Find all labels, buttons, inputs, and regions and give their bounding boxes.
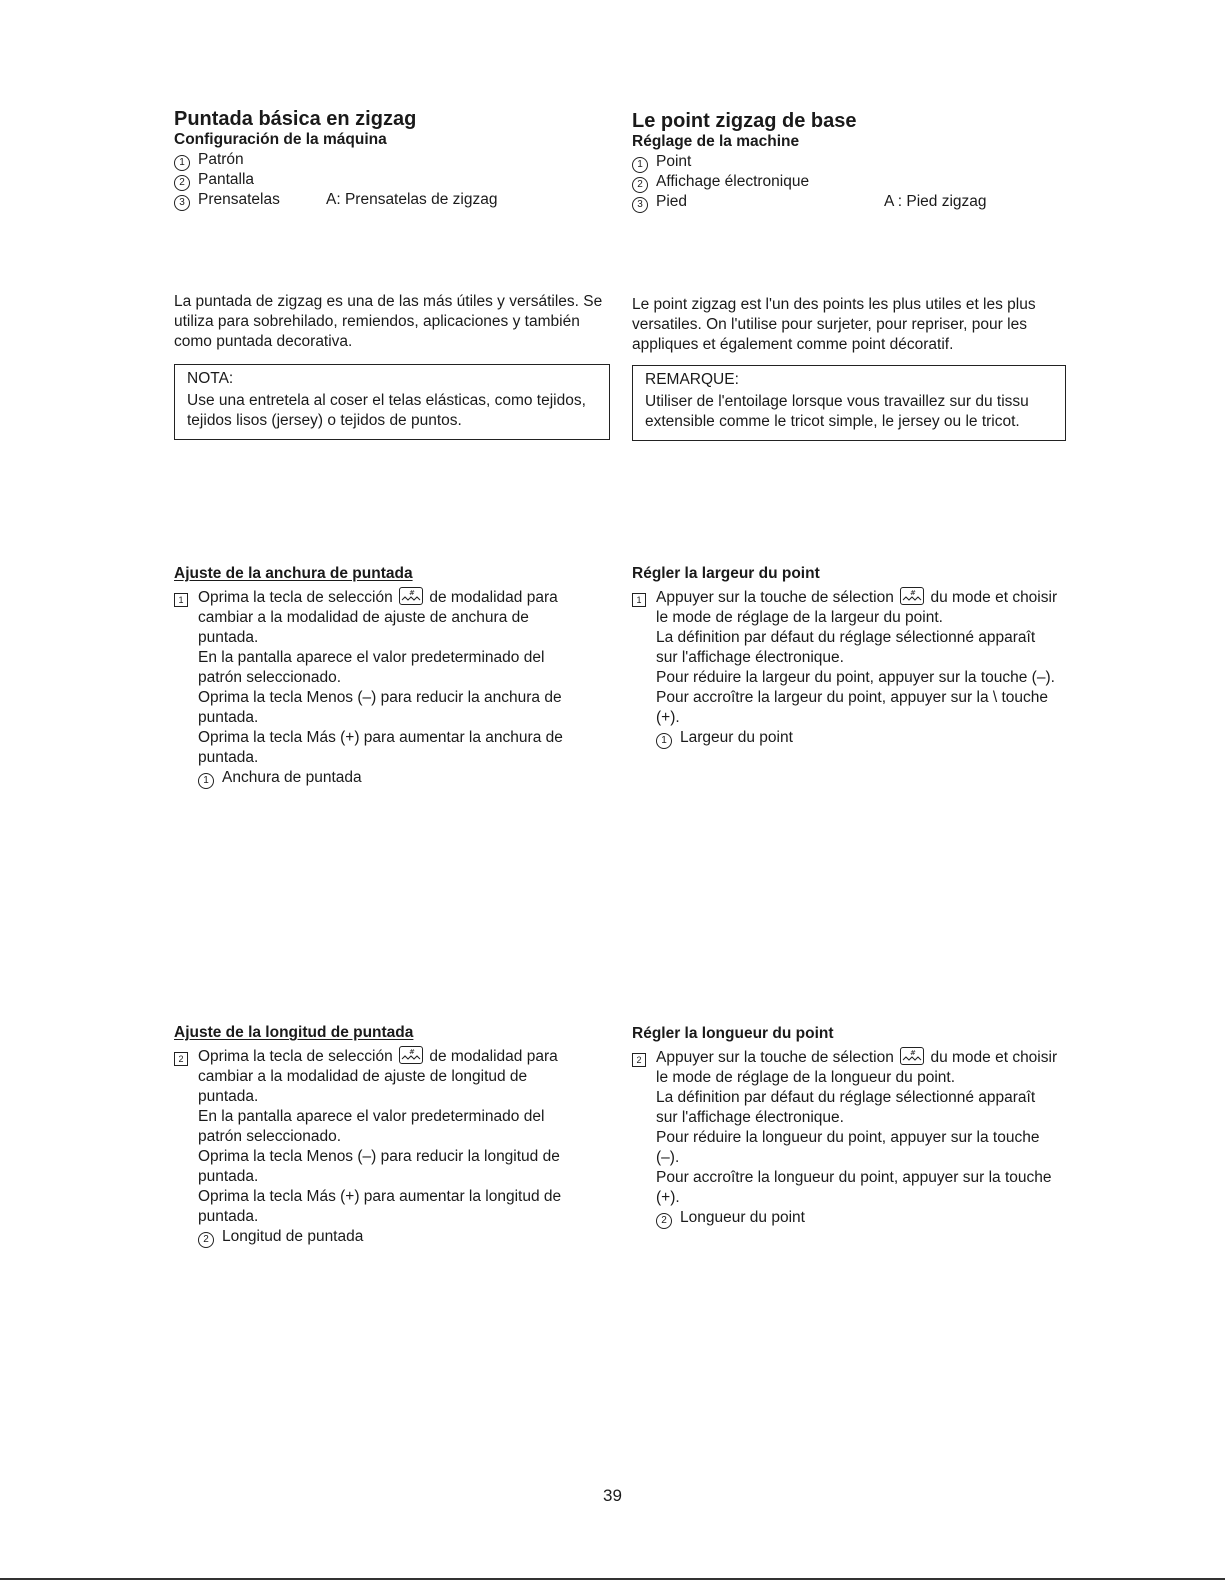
left-length-p1: En la pantalla aparece el valor predeterminado del patrón seleccionado. <box>198 1108 545 1145</box>
right-config-item <box>632 172 1068 192</box>
right-width-p2: Pour réduire la largeur du point, appuyer sur la touche (–). <box>656 669 1055 686</box>
circled-number-icon: 2 <box>656 1213 672 1229</box>
right-width-step-text-a: Appuyer sur la touche de sélection <box>656 589 894 606</box>
right-width-p1: La définition par défaut du réglage sélectionné apparaît sur l'affichage électronique. <box>656 629 1036 666</box>
left-length-step <box>174 1043 584 1107</box>
circled-number-icon: 2 <box>198 1232 214 1248</box>
mode-select-key-icon <box>399 1046 423 1064</box>
right-length-step-text <box>656 1044 1060 1088</box>
left-length-legend <box>174 1227 584 1247</box>
right-length-legend-text: Longueur du point <box>680 1209 805 1226</box>
mode-select-key-icon <box>399 587 423 605</box>
right-length-section <box>632 1024 1060 1228</box>
right-config-item <box>632 152 1068 172</box>
left-length-legend-text: Longitud de puntada <box>222 1228 364 1245</box>
left-config-item <box>174 150 614 170</box>
left-length-title: Ajuste de la longitud de puntada <box>174 1024 414 1041</box>
circled-number-icon: 3 <box>632 197 648 213</box>
circled-number-icon: 1 <box>174 155 190 171</box>
left-config-item <box>174 170 614 190</box>
right-width-title: Régler la largeur du point <box>632 565 820 582</box>
circled-number-icon: 3 <box>174 195 190 211</box>
step-number-icon: 2 <box>174 1052 188 1066</box>
left-width-legend <box>174 768 584 788</box>
right-length-p1: La définition par défaut du réglage sélectionné apparaît sur l'affichage électronique. <box>656 1089 1036 1126</box>
mode-select-key-icon <box>900 587 924 605</box>
right-width-step-text-b: du mode et choisir le mode de réglage de la largeur du point. <box>656 589 1058 626</box>
svg-text:#: # <box>409 589 415 597</box>
right-length-step-text-a: Appuyer sur la touche de sélection <box>656 1049 894 1066</box>
right-length-p3: Pour accroître la longueur du point, appuyer sur la touche (+). <box>656 1169 1052 1206</box>
left-width-step-text <box>198 584 584 648</box>
right-config-item <box>632 192 1068 212</box>
left-note-text: Use una entretela al coser el telas elásticas, como tejidos, tejidos lisos (jersey) o tejidos de puntos. <box>187 392 586 429</box>
circled-number-icon: 1 <box>632 157 648 173</box>
circled-number-icon: 2 <box>174 175 190 191</box>
right-config-title: Réglage de la machine <box>632 133 800 150</box>
step-number-icon: 1 <box>632 593 646 607</box>
left-length-p2: Oprima la tecla Menos (–) para reducir la longitud de puntada. <box>198 1148 560 1185</box>
right-length-step <box>632 1044 1060 1088</box>
right-width-step-text <box>656 584 1060 628</box>
left-width-p2: Oprima la tecla Menos (–) para reducir la anchura de puntada. <box>198 689 562 726</box>
right-title: Le point zigzag de base <box>632 110 857 132</box>
left-width-step-text-a: Oprima la tecla de selección <box>198 589 393 606</box>
left-config-label: Prensatelas <box>198 191 280 208</box>
right-config-label: Pied <box>656 193 688 210</box>
left-width-p3: Oprima la tecla Más (+) para aumentar la anchura de puntada. <box>198 729 563 766</box>
right-width-section <box>632 564 1060 748</box>
step-number-icon: 1 <box>174 593 188 607</box>
svg-text:#: # <box>409 1048 415 1056</box>
left-config-item <box>174 190 614 210</box>
bottom-rule <box>0 1578 1225 1580</box>
right-length-p2: Pour réduire la longueur du point, appuyer sur la touche (–). <box>656 1129 1040 1166</box>
left-config-option: A: Prensatelas de zigzag <box>326 191 498 208</box>
left-config-label: Patrón <box>198 151 244 168</box>
right-width-step <box>632 584 1060 628</box>
left-config-title: Configuración de la máquina <box>174 131 387 148</box>
left-title: Puntada básica en zigzag <box>174 108 417 130</box>
right-config-label: Affichage électronique <box>656 173 810 190</box>
right-length-legend <box>632 1208 1060 1228</box>
right-config-label: Point <box>656 153 692 170</box>
right-length-title: Régler la longueur du point <box>632 1025 834 1042</box>
right-note-box <box>632 365 1066 441</box>
left-length-section <box>174 1023 584 1247</box>
left-length-p3: Oprima la tecla Más (+) para aumentar la longitud de puntada. <box>198 1188 562 1225</box>
right-width-legend <box>632 728 1060 748</box>
left-width-legend-text: Anchura de puntada <box>222 769 362 786</box>
circled-number-icon: 2 <box>632 177 648 193</box>
right-note-text: Utiliser de l'entoilage lorsque vous travaillez sur du tissu extensible comme le tricot simple, le jersey ou le tricot. <box>645 393 1029 430</box>
left-width-step <box>174 584 584 648</box>
left-width-step-text-b: de modalidad para cambiar a la modalidad de ajuste de anchura de puntada. <box>198 589 558 646</box>
right-length-step-text-b: du mode et choisir le mode de réglage de la longueur du point. <box>656 1049 1058 1086</box>
circled-number-icon: 1 <box>198 773 214 789</box>
left-header-block <box>174 108 614 210</box>
step-number-icon: 2 <box>632 1053 646 1067</box>
left-length-step-text-a: Oprima la tecla de selección <box>198 1048 393 1065</box>
left-intro: La puntada de zigzag es una de las más útiles y versátiles. Se utiliza para sobrehilado, remiendos, aplicaciones y también como puntada decorativa. <box>174 293 603 350</box>
right-intro: Le point zigzag est l'un des points les plus utiles et les plus versatiles. On l'utilise pour surjeter, pour repriser, pour les appliques et également comme point décoratif. <box>632 296 1036 353</box>
left-length-step-text <box>198 1043 584 1107</box>
svg-text:#: # <box>910 1049 917 1057</box>
right-config-option: A : Pied zigzag <box>884 193 987 210</box>
right-width-p3: Pour accroître la largeur du point, appuyer sur la \ touche (+). <box>656 689 1049 726</box>
mode-select-key-icon <box>900 1047 924 1065</box>
left-note-box <box>174 364 610 440</box>
left-length-step-text-b: de modalidad para cambiar a la modalidad de ajuste de longitud de puntada. <box>198 1048 558 1105</box>
circled-number-icon: 1 <box>656 733 672 749</box>
right-note-title: REMARQUE: <box>645 371 739 388</box>
left-width-p1: En la pantalla aparece el valor predeterminado del patrón seleccionado. <box>198 649 545 686</box>
left-config-label: Pantalla <box>198 171 255 188</box>
page-number: 39 <box>603 1486 622 1505</box>
left-note-title: NOTA: <box>187 370 234 387</box>
right-width-legend-text: Largeur du point <box>680 729 793 746</box>
right-header-block <box>632 110 1068 212</box>
left-width-section <box>174 564 584 788</box>
svg-text:#: # <box>910 589 917 597</box>
left-width-title: Ajuste de la anchura de puntada <box>174 565 413 582</box>
